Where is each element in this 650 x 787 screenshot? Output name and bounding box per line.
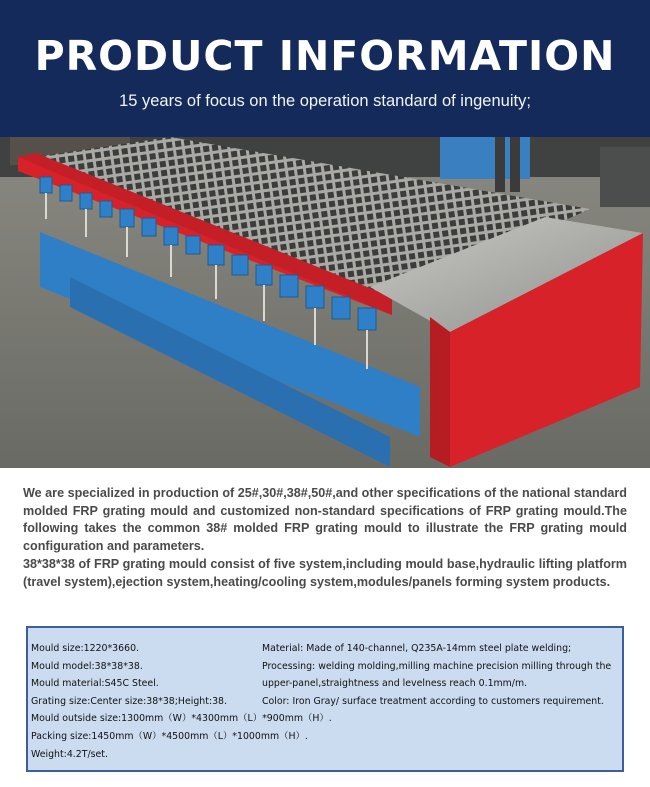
spec-item: Packing size:1450mm（W）*4500mm（L）*1000mm（H）. <box>31 730 308 742</box>
page-title: PRODUCT INFORMATION <box>34 32 616 80</box>
product-description <box>23 485 627 591</box>
spec-item: Mould material:S45C Steel. <box>31 678 159 690</box>
spec-table <box>26 626 624 772</box>
spec-column-right <box>262 640 622 710</box>
spec-item: Processing: welding molding,milling machine precision milling through the upper-panel,straightness and levelness reach 0.1mm/m. <box>262 660 612 690</box>
description-paragraph: 38*38*38 of FRP grating mould consist of five system,including mould base,hydraulic lifting platform (travel system),ejection system,heating/cooling system,modules/panels forming system products. <box>23 556 627 589</box>
product-photo <box>0 137 650 468</box>
header-banner <box>0 0 650 137</box>
spec-item: Mould model:38*38*38. <box>31 660 143 672</box>
description-paragraph: We are specialized in production of 25#,30#,38#,50#,and other specifications of the national standard molded FRP grating mould and customized non-standard specifications of FRP grating mould.The following takes the common 38# molded FRP grating mould to illustrate the FRP grating mould configuration and parameters. <box>23 486 627 554</box>
spec-item: Weight:4.2T/set. <box>31 748 108 760</box>
spec-item: Color: Iron Gray/ surface treatment according to customers requirement. <box>262 695 604 707</box>
spec-item: Mould outside size:1300mm（W）*4300mm（L）*900mm（H）. <box>31 713 332 725</box>
spec-column-left <box>31 640 332 763</box>
page-subtitle: 15 years of focus on the operation standard of ingenuity; <box>119 92 531 110</box>
spec-item: Material: Made of 140-channel, Q235A-14mm steel plate welding; <box>262 643 572 654</box>
spec-item: Grating size:Center size:38*38;Height:38. <box>31 695 227 707</box>
spec-item: Mould size:1220*3660. <box>31 643 140 654</box>
